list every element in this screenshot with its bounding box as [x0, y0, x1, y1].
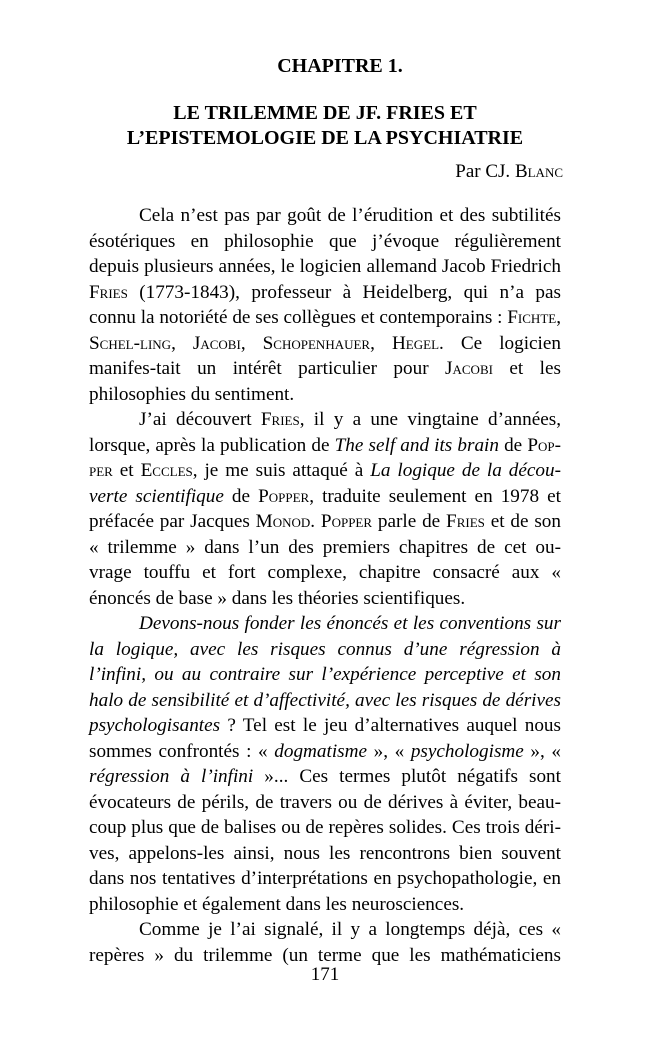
author-prefix: Par CJ. [455, 161, 515, 182]
page-number: 171 [310, 964, 340, 985]
paragraph-4 [89, 917, 561, 968]
text-run: , [370, 332, 392, 354]
chapter-title-line-2: L’EPISTEMOLOGIE DE LA PSYCHIATRIE [126, 127, 524, 149]
text-run: . [310, 511, 321, 532]
text-run: et de son « trilemme » dans l’un des premiers chapitres de cet ou-vrage touffu et fort complexe, chapitre consacré aux « énoncés de base » dans les théories scientifiques. [89, 511, 561, 609]
text-run: de [498, 434, 528, 456]
proper-name: Fries [446, 511, 485, 532]
chapter-title-line-1: LE TRILEMME DE JF. FRIES ET [173, 102, 477, 124]
emphasis: Devons-nous fonder les énoncés et les conventions sur la logique, avec les risques connus d’une régression à l’infini, ou au contraire sur l’expérience perceptive et son halo de sensibilité et d’affectivité, avec les risques de dérives psychologisantes [89, 613, 561, 736]
text-run: , [171, 332, 193, 354]
proper-name: Pop-per [89, 434, 561, 481]
text-run: »... Ces termes plutôt négatifs sont évocateurs de périls, de travers ou de dérives à éviter, beau-coup plus que de balises ou de repères solides. Ces trois déri-ves, appelons-les ainsi, nous les rencontrons bien souvent dans nos tentatives d’interprétations en psychopathologie, en philosophie et également dans les neurosciences. [89, 766, 561, 915]
text-run: », « [523, 740, 562, 762]
body-text [89, 203, 561, 968]
proper-name: Eccles [140, 460, 193, 481]
proper-name: Schel-ling [89, 332, 172, 354]
text-run: Comme je l’ai signalé, il y a longtemps déjà, ces « repères » du trilemme (un terme que les mathématiciens [89, 919, 561, 966]
text-run: , il y a une vingtaine d’années, lorsque, après la publication de [89, 409, 561, 456]
text-run: , traduite seulement en 1978 et préfacée par Jacques [89, 485, 561, 532]
proper-name: Monod [255, 511, 311, 532]
proper-name: Jacobi [445, 358, 493, 379]
text-run: , [556, 307, 562, 328]
paragraph-1 [89, 203, 561, 407]
book-title: La logique de la décou-verte scientifique [89, 460, 561, 507]
book-title: The self and its brain [334, 434, 499, 456]
emphasis: dogmatisme [274, 740, 367, 762]
proper-name: Hegel [391, 332, 440, 354]
text-run: de [223, 485, 259, 507]
proper-name: Fries [89, 281, 128, 303]
proper-name: Popper [258, 485, 310, 507]
text-run: ? Tel est le jeu d’alternatives auquel nous sommes confrontés : « [89, 715, 561, 762]
paragraph-3 [89, 611, 561, 917]
proper-name: Popper [320, 511, 373, 532]
text-run: Cela n’est pas par goût de l’érudition et des subtilités ésotériques en philosophie que j’évoque régulièrement depuis plusieurs années, le logicien allemand Jacob Friedrich [89, 205, 561, 277]
text-run: , [240, 332, 263, 354]
chapter-label: CHAPITRE 1. [277, 55, 403, 77]
text-run: (1773-1843), professeur à Heidelberg, qui n’a pas connu la notoriété de ses collègues et contemporains : [89, 281, 561, 328]
emphasis: psychologisme [410, 740, 524, 762]
proper-name: Fichte [507, 307, 557, 328]
chapter-title [0, 101, 650, 151]
author-name: Blanc [514, 161, 563, 182]
author-byline [455, 160, 563, 184]
proper-name: Fries [260, 409, 300, 430]
text-run: », « [366, 740, 411, 762]
proper-name: Schopenhauer [262, 332, 371, 354]
paragraph-2 [89, 407, 561, 611]
text-run: . Ce logicien manifes-tait un intérêt particulier pour [89, 332, 561, 379]
text-run: , je me suis attaqué à [192, 460, 371, 481]
text-run: et les philosophies du sentiment. [89, 358, 561, 405]
proper-name: Jacobi [192, 332, 241, 354]
text-run: parle de [372, 511, 447, 532]
text-run: J’ai découvert [139, 409, 261, 430]
text-run: et [112, 460, 141, 481]
emphasis: régression à l’infini [89, 766, 254, 787]
